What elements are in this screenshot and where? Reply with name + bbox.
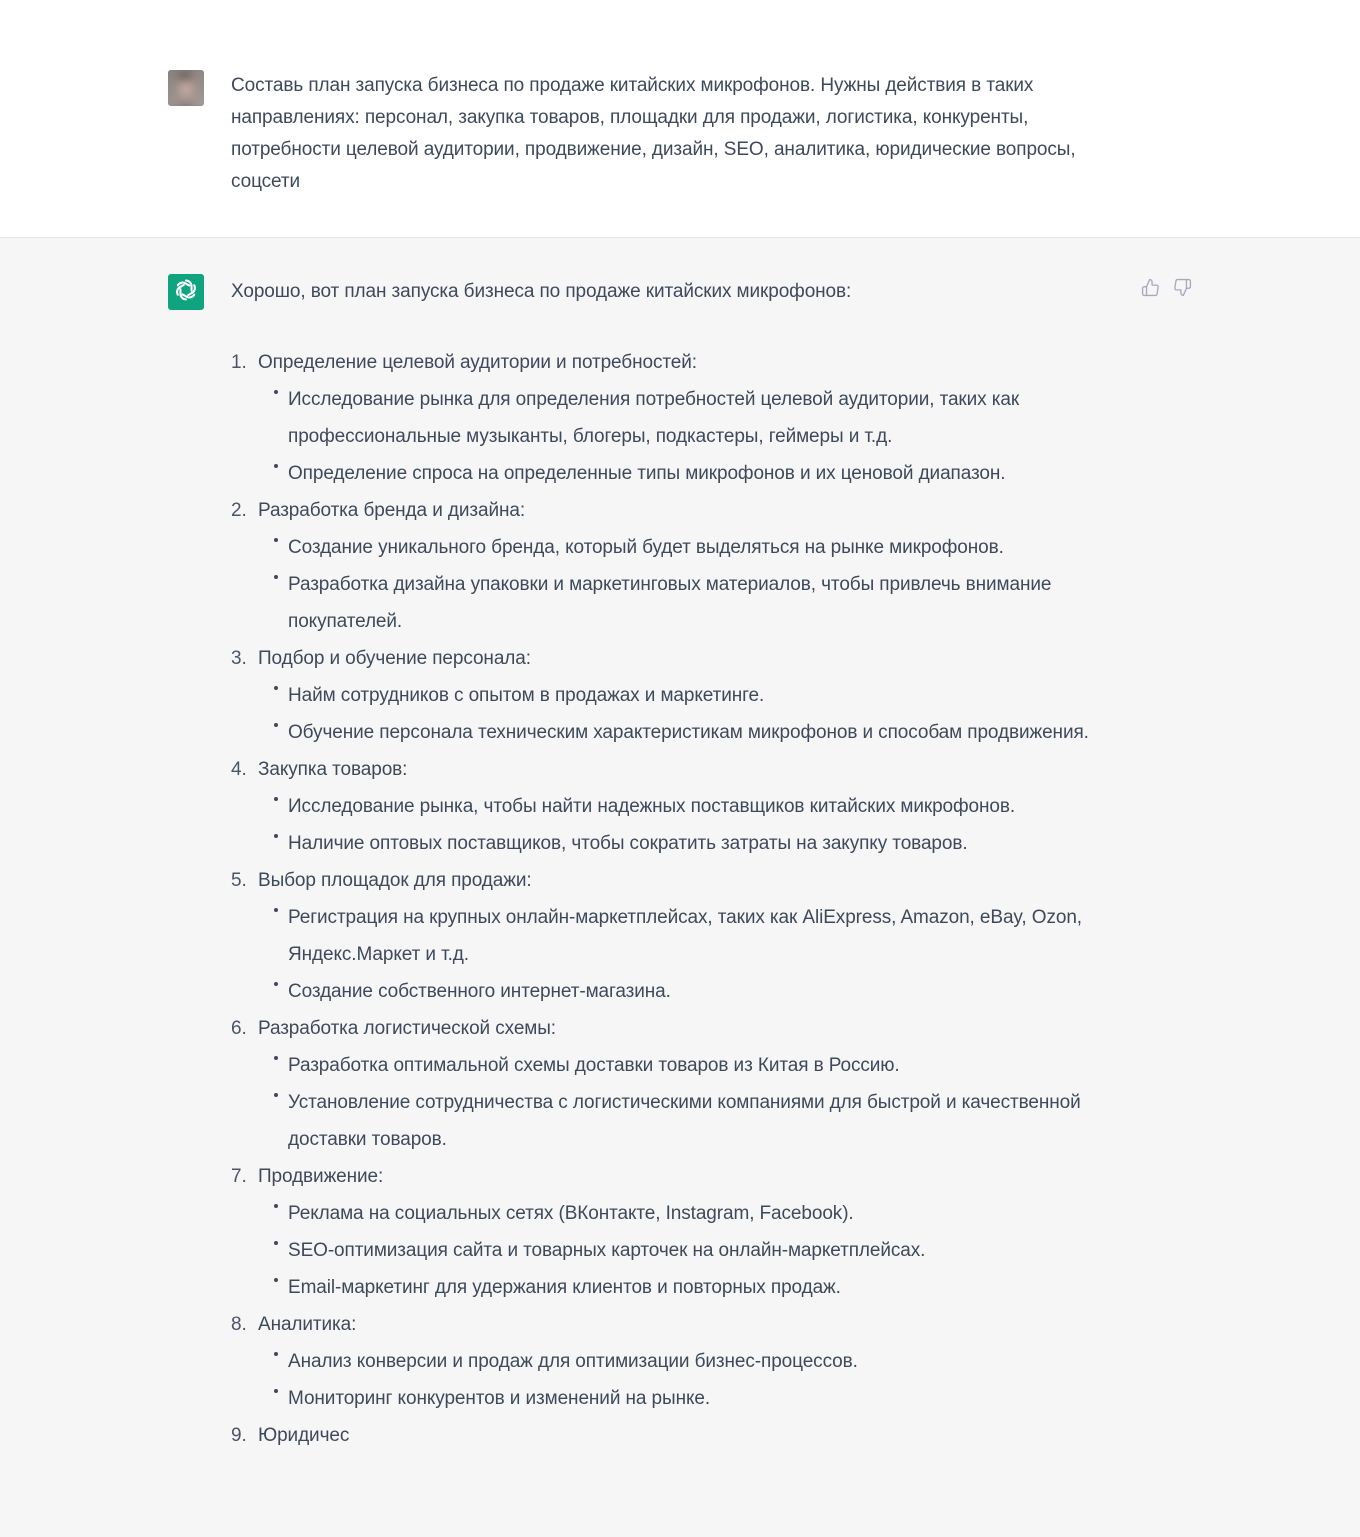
plan-item-bullets bbox=[231, 899, 1114, 1010]
plan-item bbox=[231, 1306, 1114, 1417]
plan-item-title: Продвижение: bbox=[258, 1166, 384, 1187]
bullet-text: Исследование рынка, чтобы найти надежных поставщиков китайских микрофонов. bbox=[288, 796, 1016, 817]
plan-item-number: 1. bbox=[231, 352, 247, 373]
bullet-text: Email-маркетинг для удержания клиентов и повторных продаж. bbox=[288, 1277, 841, 1298]
bullet-text: Разработка оптимальной схемы доставки товаров из Китая в Россию. bbox=[288, 1055, 900, 1076]
bullet-text: Создание уникального бренда, который будет выделяться на рынке микрофонов. bbox=[288, 537, 1004, 558]
list-item bbox=[231, 1232, 1103, 1269]
list-item bbox=[231, 899, 1103, 973]
plan-item-bullets bbox=[231, 677, 1114, 751]
plan-item bbox=[231, 344, 1114, 492]
list-item bbox=[231, 1380, 1103, 1417]
plan-item bbox=[231, 640, 1114, 751]
list-item bbox=[231, 677, 1103, 714]
plan-item-bullets bbox=[231, 1195, 1114, 1306]
bullet-text: Регистрация на крупных онлайн-маркетплейсах, таких как AliExpress, Amazon, eBay, Ozon, Яндекс.Маркет и т.д. bbox=[288, 907, 1082, 965]
assistant-intro-text: Хорошо, вот план запуска бизнеса по продаже китайских микрофонов: bbox=[231, 281, 852, 302]
plan-item-title: Разработка логистической схемы: bbox=[258, 1018, 556, 1039]
plan-item-bullets bbox=[231, 788, 1114, 862]
bullet-text: Создание собственного интернет-магазина. bbox=[288, 981, 671, 1002]
plan-item-title: Подбор и обучение персонала: bbox=[258, 648, 531, 669]
plan-item-title: Аналитика: bbox=[258, 1314, 357, 1335]
plan-item bbox=[231, 1010, 1114, 1158]
plan-item-title: Юридичес bbox=[258, 1425, 350, 1446]
bullet-text: Реклама на социальных сетях (ВКонтакте, Instagram, Facebook). bbox=[288, 1203, 854, 1224]
list-item bbox=[231, 566, 1103, 640]
plan-item bbox=[231, 1158, 1114, 1306]
list-item bbox=[231, 1047, 1103, 1084]
plan-item bbox=[231, 862, 1114, 1010]
bullet-text: Анализ конверсии и продаж для оптимизации бизнес-процессов. bbox=[288, 1351, 858, 1372]
bullet-text: Обучение персонала техническим характеристикам микрофонов и способам продвижения. bbox=[288, 722, 1089, 743]
user-message bbox=[0, 0, 1360, 237]
bullet-text: Найм сотрудников с опытом в продажах и маркетинге. bbox=[288, 685, 765, 706]
list-item bbox=[231, 1269, 1103, 1306]
bullet-text: Мониторинг конкурентов и изменений на рынке. bbox=[288, 1388, 711, 1409]
list-item bbox=[231, 973, 1103, 1010]
plan-item-bullets bbox=[231, 1343, 1114, 1417]
list-item bbox=[231, 788, 1103, 825]
thumbs-up-icon[interactable] bbox=[1141, 278, 1160, 297]
bullet-text: Исследование рынка для определения потребностей целевой аудитории, таких как профессиональные музыканты, блогеры, подкастеры, геймеры и т.д. bbox=[288, 389, 1020, 447]
plan-item-number: 2. bbox=[231, 500, 247, 521]
plan-item-title: Определение целевой аудитории и потребностей: bbox=[258, 352, 697, 373]
thumbs-down-icon[interactable] bbox=[1173, 278, 1192, 297]
assistant-message bbox=[0, 237, 1360, 1537]
assistant-avatar bbox=[168, 274, 204, 310]
plan-item-number: 4. bbox=[231, 759, 247, 780]
plan-item bbox=[231, 751, 1114, 862]
user-avatar bbox=[168, 70, 204, 106]
list-item bbox=[231, 1343, 1103, 1380]
plan-item-number: 6. bbox=[231, 1018, 247, 1039]
list-item bbox=[231, 825, 1103, 862]
bullet-text: Определение спроса на определенные типы микрофонов и их ценовой диапазон. bbox=[288, 463, 1006, 484]
plan-item-title: Закупка товаров: bbox=[258, 759, 408, 780]
plan-item-bullets bbox=[231, 529, 1114, 640]
user-message-text: Составь план запуска бизнеса по продаже китайских микрофонов. Нужны действия в таких направлениях: персонал, закупка товаров, площадки для продажи, логистика, конкуренты, потребности целевой аудитории, продвижение, дизайн, SEO, аналитика, юридические вопросы, соцсети bbox=[231, 75, 1076, 192]
plan-item-title: Выбор площадок для продажи: bbox=[258, 870, 532, 891]
list-item bbox=[231, 714, 1103, 751]
bullet-text: SEO-оптимизация сайта и товарных карточек на онлайн-маркетплейсах. bbox=[288, 1240, 926, 1261]
plan-item-number: 9. bbox=[231, 1425, 247, 1446]
plan-list bbox=[231, 344, 1114, 1454]
plan-item bbox=[231, 492, 1114, 640]
user-avatar-photo bbox=[168, 70, 204, 106]
list-item bbox=[231, 455, 1103, 492]
list-item bbox=[231, 1195, 1103, 1232]
bullet-text: Наличие оптовых поставщиков, чтобы сократить затраты на закупку товаров. bbox=[288, 833, 968, 854]
plan-item-number: 7. bbox=[231, 1166, 247, 1187]
plan-item-bullets bbox=[231, 381, 1114, 492]
plan-item-number: 5. bbox=[231, 870, 247, 891]
plan-item-bullets bbox=[231, 1047, 1114, 1158]
list-item bbox=[231, 1084, 1103, 1158]
feedback-actions bbox=[1141, 278, 1192, 297]
list-item bbox=[231, 529, 1103, 566]
plan-item-title: Разработка бренда и дизайна: bbox=[258, 500, 526, 521]
list-item bbox=[231, 381, 1103, 455]
plan-item-number: 3. bbox=[231, 648, 247, 669]
chatgpt-logo-icon bbox=[173, 277, 199, 308]
bullet-text: Разработка дизайна упаковки и маркетинговых материалов, чтобы привлечь внимание покупателей. bbox=[288, 574, 1052, 632]
plan-item-number: 8. bbox=[231, 1314, 247, 1335]
plan-item bbox=[231, 1417, 1114, 1454]
assistant-message-body bbox=[231, 274, 1114, 1454]
bullet-text: Установление сотрудничества с логистическими компаниями для быстрой и качественной доставки товаров. bbox=[288, 1092, 1081, 1150]
